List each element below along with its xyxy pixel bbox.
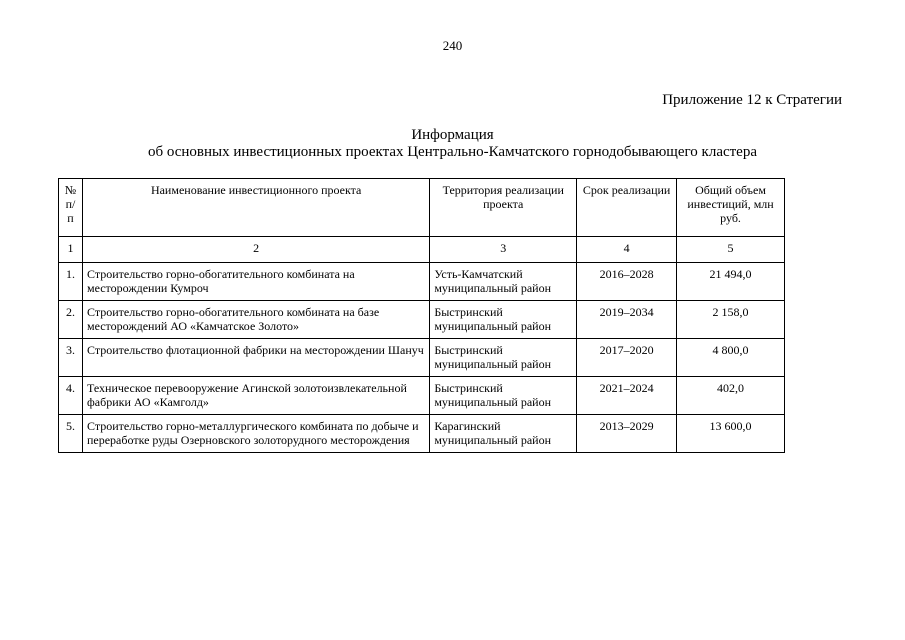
investment-projects-table — [58, 178, 785, 453]
table-row — [59, 263, 785, 301]
row-number: 2. — [59, 301, 83, 339]
header-investment: Общий объем инвестиций, млн руб. — [677, 179, 785, 237]
project-investment: 2 158,0 — [677, 301, 785, 339]
project-territory: Быстринский муниципальный район — [430, 339, 577, 377]
row-number: 1. — [59, 263, 83, 301]
header-project-name: Наименование инвестиционного проекта — [82, 179, 429, 237]
row-number: 5. — [59, 415, 83, 453]
project-territory: Быстринский муниципальный район — [430, 377, 577, 415]
column-index-cell: 2 — [82, 237, 429, 263]
document-title-line-2: об основных инвестиционных проектах Центрально-Камчатского горнодобывающего кластера — [147, 144, 758, 160]
header-term: Срок реализации — [577, 179, 677, 237]
appendix-label: Приложение 12 к Стратегии — [662, 92, 842, 108]
project-investment: 402,0 — [677, 377, 785, 415]
table-row — [59, 301, 785, 339]
row-number: 4. — [59, 377, 83, 415]
column-index-cell: 4 — [577, 237, 677, 263]
project-name: Строительство горно-металлургического комбината по добыче и переработке руды Озерновского золоторудного месторождения — [82, 415, 429, 453]
project-name: Строительство горно-обогатительного комбината на месторождении Кумроч — [82, 263, 429, 301]
project-investment: 4 800,0 — [677, 339, 785, 377]
table-row — [59, 377, 785, 415]
project-term: 2013–2029 — [577, 415, 677, 453]
header-territory: Территория реализации проекта — [430, 179, 577, 237]
column-index-row — [59, 237, 785, 263]
document-title-line-1: Информация — [411, 127, 494, 143]
project-term: 2016–2028 — [577, 263, 677, 301]
column-index-cell: 5 — [677, 237, 785, 263]
project-investment: 13 600,0 — [677, 415, 785, 453]
project-term: 2019–2034 — [577, 301, 677, 339]
document-title — [0, 127, 905, 161]
column-index-cell: 3 — [430, 237, 577, 263]
header-number: № п/п — [59, 179, 83, 237]
page-number: 240 — [442, 38, 463, 53]
table-row — [59, 339, 785, 377]
row-number: 3. — [59, 339, 83, 377]
project-name: Строительство горно-обогатительного комбината на базе месторождений АО «Камчатское Золото» — [82, 301, 429, 339]
project-investment: 21 494,0 — [677, 263, 785, 301]
column-index-cell: 1 — [59, 237, 83, 263]
project-territory: Карагинский муниципальный район — [430, 415, 577, 453]
project-term: 2017–2020 — [577, 339, 677, 377]
project-territory: Быстринский муниципальный район — [430, 301, 577, 339]
table-header-row — [59, 179, 785, 237]
table-row — [59, 415, 785, 453]
project-term: 2021–2024 — [577, 377, 677, 415]
project-name: Строительство флотационной фабрики на месторождении Шануч — [82, 339, 429, 377]
project-name: Техническое перевооружение Агинской золотоизвлекательной фабрики АО «Камголд» — [82, 377, 429, 415]
project-territory: Усть-Камчатский муниципальный район — [430, 263, 577, 301]
